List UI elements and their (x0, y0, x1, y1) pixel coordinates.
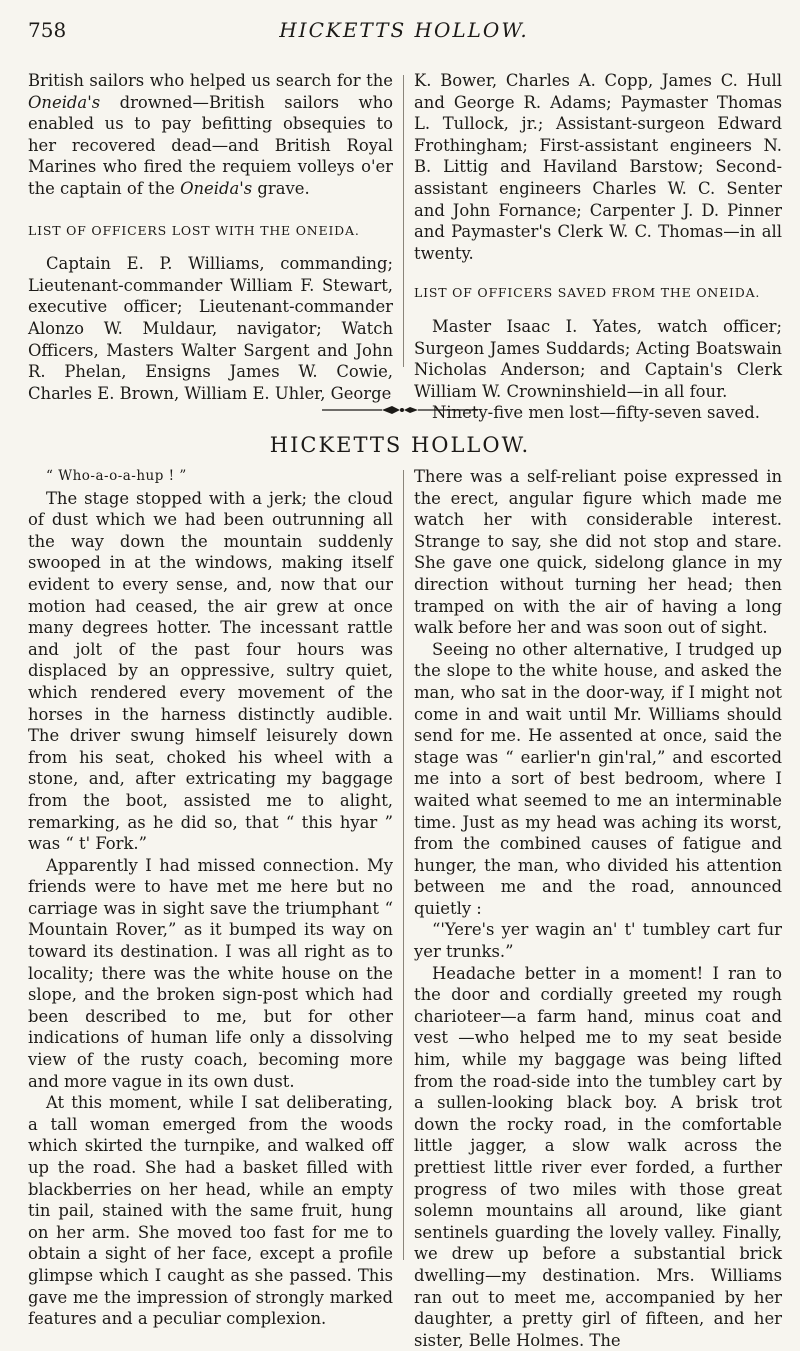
opening-exclamation: “ Who-a-o-a-hup ! ” (46, 468, 187, 484)
page-number: 758 (28, 18, 67, 42)
officers-lost-heading: LIST OF OFFICERS LOST WITH THE ONEIDA. (28, 222, 360, 238)
section-divider-ornament (320, 404, 480, 416)
officers-saved-heading: LIST OF OFFICERS SAVED FROM THE ONEIDA. (414, 285, 761, 301)
casualty-summary: Ninety-five men lost—fifty-seven saved. (432, 403, 760, 423)
officers-lost-list: Captain E. P. Williams, commanding; Lieutenant-commander William F. Stewart, executive officer; Lieutenant-commander Alonzo W. Muldaur, navigator; Watch Officers, Masters Walter Sargent and John R. Phelan, Ensigns James W. Cowie, Charles E. Brown, William E. Uhler, George (28, 254, 393, 403)
article-right-column (414, 466, 782, 1351)
previous-article-left-column (28, 70, 393, 404)
closing-paragraph: British sailors who helped us search for the Oneida's drowned—British sailors who enabled us to pay befitting obsequies to her recovered dead—and British Royal Marines who fired the requiem volleys o'er the captain of the Oneida's grave. (28, 71, 393, 198)
officers-lost-list-continued: K. Bower, Charles A. Copp, James C. Hull and George R. Adams; Paymaster Thomas L. Tullock, jr.; Assistant-surgeon Edward Frothingham; First-assistant engineers N. B. Littig and Haviland Barstow; Second-assistant engineers Charles W. C. Senter and John Fornance; Carpenter J. D. Pinner and Paymaster's Clerk W. C. Thomas—in all twenty. (414, 71, 782, 263)
page-header (28, 18, 780, 48)
officers-saved-list: Master Isaac I. Yates, watch officer; Surgeon James Suddards; Acting Boatswain Nicholas Anderson; and Captain's Clerk William W. Crowninshield—in all four. (414, 316, 782, 401)
dialogue-line: “'Yere's yer wagin an' t' tumbley cart fur yer trunks.” (414, 920, 782, 962)
paragraph: Seeing no other alternative, I trudged up the slope to the white house, and asked the man, who sat in the door-way, if I might not come in and wait until Mr. Williams should send for me. He assented at once, said the stage was “ earlier'n gin'ral,” and escorted me into a sort of best bedroom, where I waited what seemed to me an interminable time. Just as my head was aching its worst, from the combined causes of fatigue and hunger, the man, who divided his attention between me and the road, announced quietly : (414, 639, 782, 918)
running-title: HICKETTS HOLLOW. (279, 18, 529, 42)
article-left-column (28, 466, 393, 1330)
column-divider (403, 470, 404, 1260)
paragraph: The stage stopped with a jerk; the cloud of dust which we had been outrunning all the way down the mountain suddenly swooped in at the windows, making itself evident to every sense, and, now that our motion had ceased, the air grew at once many degrees hotter. The incessant rattle and jolt of the past four hours was displaced by an oppressive, sultry quiet, which rendered every movement of the horses in the harness distinctly audible. The driver swung himself leisurely down from his seat, choked his wheel with a stone, and, after extricating my baggage from the boot, assisted me to alight, remarking, as he did so, that “ this hyar ” was “ t' Fork.” (28, 488, 393, 854)
article-title: HICKETTS HOLLOW. (269, 433, 531, 457)
previous-article-right-column (414, 70, 782, 424)
paragraph: Apparently I had missed connection. My friends were to have met me here but no carriage was in sight save the triumphant “ Mountain Rover,” as it bumped its way on toward its destination. I was all right as to locality; there was the white house on the slope, and the broken sign-post which had been described to me, but for other indications of human life only a dissolving view of the rusty coach, becoming more and more vague in its own dust. (28, 855, 393, 1091)
paragraph-continued: There was a self-reliant poise expressed in the erect, angular figure which made me watch her with considerable interest. Strange to say, she did not stop and stare. She gave one quick, sidelong glance in my direction without turning her head; then tramped on with the air of having a long walk before her and was soon out of sight. (414, 467, 782, 638)
paragraph: At this moment, while I sat deliberating, a tall woman emerged from the woods which skirted the turnpike, and walked off up the road. She had a basket filled with blackberries on her head, while an empty tin pail, stained with the same fruit, hung on her arm. She moved too fast for me to obtain a sight of her face, except a profile glimpse which I caught as she passed. This gave me the impression of strongly marked features and a peculiar complexion. (28, 1093, 393, 1329)
ship-name: Oneida's (28, 92, 101, 112)
column-divider (403, 75, 404, 367)
ship-name: Oneida's (180, 178, 253, 198)
paragraph: Headache better in a moment! I ran to the door and cordially greeted my rough charioteer—a farm hand, minus coat and vest —who helped me to my seat beside him, while my baggage was being lifted from the road-side into the tumbley cart by a sullen-looking black boy. A brisk trot down the rocky road, in the comfortable little jagger, a slow walk across the prettiest little river ever forded, a further progress of two miles with those great solemn mountains all around, like giant sentinels guarding the lovely valley. Finally, we drew up before a substantial brick dwelling—my destination. Mrs. Williams ran out to meet me, accompanied by her daughter, a pretty girl of fifteen, and her sister, Belle Holmes. The (414, 963, 782, 1350)
